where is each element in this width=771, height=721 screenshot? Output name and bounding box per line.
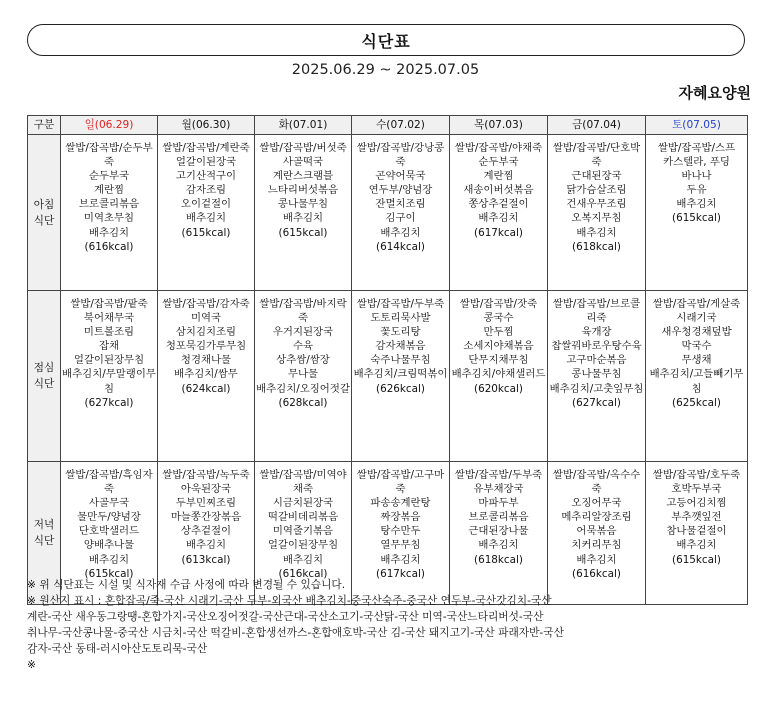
menu-item: 쌀밥/잡곡밥/흑임자죽 [65,469,153,496]
menu-item: 짜장볶음 [380,511,421,524]
menu-item: (616kcal) [278,567,328,580]
menu-cell [255,291,352,462]
meal-label-line: 식단 [33,378,55,390]
menu-item: 무나물 [287,368,319,381]
menu-item: 쌀밥/잡곡밥/호두죽 [652,469,741,481]
menu-item: 고구마순볶음 [566,354,627,367]
menu-item: 콩나물무침 [277,198,329,211]
menu-item: (616kcal) [572,567,621,580]
menu-item: 무생채 [681,354,712,367]
menu-item: 쌀밥/잡곡밥/브로콜리죽 [552,298,641,325]
menu-item: 삼치김치조림 [175,326,237,339]
menu-item: 건새우무조림 [566,198,627,211]
menu-cell [548,291,646,462]
menu-item: (616kcal) [84,240,134,253]
menu-item: 순두부국 [478,156,519,169]
meal-label-line: 식단 [33,214,55,227]
menu-cell [352,135,450,291]
menu-item: 막국수 [681,340,712,353]
menu-item: (628kcal) [278,396,328,409]
menu-item: 새송이버섯볶음 [463,184,534,197]
menu-item: (625kcal) [672,396,721,409]
menu-item: 배추김치/오징어젓갈 [256,382,350,395]
menu-item: 쌀밥/잡곡밥/고구마죽 [356,469,445,496]
menu-item: 배추김치 [88,553,130,566]
day-header: 일(06.29) [61,116,158,135]
day-header: 월(06.30) [158,116,255,135]
menu-item: (615kcal) [672,553,721,566]
day-header: 토(07.05) [646,116,748,135]
header-row [28,116,748,135]
menu-item: 연두부/양념장 [368,184,433,197]
menu-item: 계란찜 [483,170,514,183]
menu-item: 고기산적구이 [175,170,237,183]
menu-item: (615kcal) [278,226,328,239]
menu-item: 배추김치 [478,212,519,225]
menu-item: 쌀밥/잡곡밥/게살죽 [652,298,741,310]
menu-item: 소세지야채볶음 [463,340,534,353]
menu-item: 유부채장국 [473,483,524,496]
menu-item: 배추김치 [676,539,717,552]
menu-item: 쌀밥/잡곡밥/미역야채죽 [259,469,347,496]
menu-item: 배추김치/무말랭이무침 [62,368,156,395]
menu-item: 배추김치 [478,539,519,552]
menu-item: 닭가슴살조림 [566,184,627,197]
menu-item: 미역초무침 [83,212,135,225]
menu-item: (613kcal) [181,553,231,566]
menu-item: 느타리버섯볶음 [267,184,339,197]
menu-item: 오징어무국 [571,497,622,510]
menu-item: 순두부국 [88,170,130,183]
menu-item: 호박두부국 [671,483,722,496]
menu-item: 단호박샐러드 [78,525,140,538]
menu-item: 쌀밥/잡곡밥/강낭콩죽 [356,142,445,169]
menu-item: 김구이 [385,212,416,225]
page-title: 식단표 [361,31,411,51]
menu-item: 시금치된장국 [272,497,334,510]
menu-item: 배추김치 [282,212,324,225]
meal-label-line: 식단 [33,535,55,547]
menu-item: 수육 [292,340,314,353]
meal-label-line: 점심 [33,362,55,374]
menu-item: (615kcal) [181,226,231,239]
day-header: 금(07.04) [548,116,646,135]
day-header: 수(07.02) [352,116,450,135]
menu-item: 배추김치/고춧잎무침 [549,382,644,395]
date-range: 2025.06.29 ~ 2025.07.05 [291,62,480,78]
menu-item: 상추쌈/쌈장 [276,354,330,367]
menu-item: 쌀밥/잡곡밥/감자죽 [162,298,250,310]
facility-name: 자혜요양원 [678,84,751,102]
meal-label [28,291,61,462]
menu-item: 배추김치 [88,226,130,239]
menu-item: 쫑상추겉절이 [468,198,529,211]
menu-cell [450,291,548,462]
menu-item: 새우청경채덮밥 [661,326,732,339]
note-line: ※ [27,658,36,672]
menu-item: 쌀밥/잡곡밥/두부죽 [356,298,445,310]
menu-item: 사골떡국 [282,156,324,169]
menu-item: 참나물겉절이 [666,525,727,538]
menu-item: 얼갈이된장무침 [267,539,339,552]
menu-item: 쌀밥/잡곡밥/두부죽 [454,469,543,481]
menu-item: 쌀밥/잡곡밥/팥죽 [70,298,148,310]
menu-cell [646,291,748,462]
menu-item: 콩나물무침 [571,368,622,381]
menu-item: 근대된장국 [571,170,622,183]
menu-item: 떡갈비데리볶음 [267,511,339,524]
menu-item: 오복지무침 [571,212,622,225]
menu-item: 바나나 [681,170,712,183]
menu-item: 미트볼조림 [83,326,135,339]
menu-item: 치커리무침 [571,539,622,552]
menu-cell [255,135,352,291]
menu-item: 계란찜 [93,184,125,197]
meal-row [28,291,748,462]
menu-item: (618kcal) [474,553,523,566]
menu-item: (618kcal) [572,240,621,253]
menu-item: 부추깻잎전 [671,511,722,524]
menu-item: (624kcal) [181,382,231,395]
notes [27,577,752,674]
menu-item: 양배추나물 [83,539,135,552]
menu-item: (617kcal) [376,567,425,580]
menu-item: 시래기국 [676,312,717,325]
meal-row [28,135,748,291]
menu-item: 쌀밥/잡곡밥/야채죽 [454,142,543,154]
menu-item: 우거지된장국 [272,326,334,339]
menu-item: 쌀밥/잡곡밥/바지락죽 [259,298,347,325]
menu-item: 잔멸치조림 [375,198,426,211]
menu-item: 쌀밥/잡곡밥/녹두죽 [162,469,250,481]
menu-item: 배추김치 [576,226,617,239]
title-banner [27,24,745,56]
menu-item: 쌀밥/잡곡밥/버섯죽 [259,142,347,154]
menu-item: 콩국수 [483,312,514,325]
menu-item: 배추김치/쌈무 [174,368,238,381]
menu-item: 얼갈이된장무침 [73,354,145,367]
menu-item: 고등어김치찜 [666,497,727,510]
menu-item: 오이겉절이 [180,198,232,211]
menu-item: 두유 [686,184,707,197]
menu-cell [61,291,158,462]
menu-item: 곤약어묵국 [375,170,426,183]
menu-item: (626kcal) [376,382,425,395]
menu-item: 잡채 [98,340,120,353]
menu-item: 배추김치/고들빼기무침 [649,368,744,395]
menu-item: 물만두/양념장 [77,511,141,524]
meal-label-line: 저녁 [33,519,55,531]
note-line: ※ 원산지 표시 : 혼합잡곡/죽-국산 시래기-국산 두부-외국산 배추김치-중국산숙주-중국산 연두부-국산갓김치-국산 [27,594,552,608]
menu-item: 만두찜 [483,326,514,339]
menu-item: 쌀밥/잡곡밥/계란죽 [162,142,250,154]
menu-item: (617kcal) [474,226,523,239]
menu-item: 탕수만두 [380,525,421,538]
note-line: 계란-국산 새우동그랑땡-혼합가지-국산오징어젓갈-국산근대-국산소고기-국산닭-국산 미역-국산느타리버섯-국산 [27,610,544,624]
menu-item: 도토리묵사발 [370,312,431,325]
menu-item: 쌀밥/잡곡밥/순두부죽 [65,142,153,169]
menu-item: (614kcal) [376,240,425,253]
menu-item: 브로콜리볶음 [468,511,529,524]
menu-item: 계란스크램블 [272,170,334,183]
menu-item: 상추겉절이 [180,525,232,538]
menu-item: 아욱된장국 [180,483,232,496]
menu-cell [158,291,255,462]
menu-cell [352,291,450,462]
menu-item: 쌀밥/잡곡밥/단호박죽 [552,142,641,169]
menu-item: 카스텔라, 푸딩 [663,156,730,169]
menu-table [27,115,748,605]
menu-item: 사골무국 [88,497,130,510]
menu-item: 배추김치/야채샐러드 [451,368,546,381]
menu-item: 북어채무국 [83,312,135,325]
menu-item: 파송송계란탕 [370,497,431,510]
menu-item: (615kcal) [84,567,134,580]
menu-item: 배추김치 [676,198,717,211]
menu-item: 숙주나물무침 [370,354,431,367]
meal-label [28,135,61,291]
menu-item: 배추김치 [380,553,421,566]
menu-cell [61,135,158,291]
menu-item: 감자조림 [185,184,227,197]
menu-item: 두부민찌조림 [175,497,237,510]
menu-item: 쌀밥/잡곡밥/스프 [657,142,736,154]
menu-item: 브로콜리볶음 [78,198,140,211]
menu-item: 단무지채무침 [468,354,529,367]
menu-item: 청경채나물 [180,354,232,367]
menu-cell [450,135,548,291]
menu-item: (615kcal) [672,212,721,225]
menu-cell [646,135,748,291]
menu-item: 찹쌀꿔바로우탕수육 [551,340,642,353]
menu-item: 열무무침 [380,539,421,552]
menu-item: 메추리알장조림 [561,511,632,524]
menu-item: 감자채볶음 [375,340,426,353]
menu-item: 미역줄기볶음 [272,525,334,538]
menu-item: 근대된장나물 [468,525,529,538]
menu-item: 배추김치 [185,212,227,225]
menu-item: 쌀밥/잡곡밥/옥수수죽 [552,469,641,496]
menu-item: 배추김치 [282,553,324,566]
menu-item: 마파두부 [478,497,519,510]
menu-item: 청포묵김가루무침 [165,340,247,353]
menu-item: 배추김치/크림떡볶이 [353,368,448,381]
menu-item: (620kcal) [474,382,523,395]
menu-item: (627kcal) [572,396,621,409]
menu-item: 배추김치 [380,226,421,239]
note-line: 취나무-국산콩나물-중국산 시금치-국산 떡갈비-혼합생선까스-혼합애호박-국산 김-국산 돼지고기-국산 파래자반-국산 [27,626,564,640]
menu-item: 얼갈이된장국 [175,156,237,169]
menu-item: 배추김치 [576,553,617,566]
menu-item: 미역국 [190,312,222,325]
menu-item: (627kcal) [84,396,134,409]
day-header: 화(07.01) [255,116,352,135]
menu-item: 꽃도리탕 [380,326,421,339]
day-header: 목(07.03) [450,116,548,135]
menu-item: 쌀밥/잡곡밥/잣죽 [459,298,538,310]
note-line: ※ 위 식단표는 시설 및 식자재 수급 사정에 따라 변경될 수 있습니다. [27,578,346,591]
meal-label-line: 아침 [33,198,55,211]
menu-cell [548,135,646,291]
menu-item: 어묵볶음 [576,525,617,538]
menu-item: 육개장 [581,326,612,339]
note-line: 감자-국산 동태-러시아산도토리묵-국산 [27,642,208,656]
menu-item: 마늘쫑간장볶음 [170,511,242,524]
menu-cell [158,135,255,291]
menu-item: 배추김치 [185,539,227,552]
corner-header: 구분 [28,116,61,135]
